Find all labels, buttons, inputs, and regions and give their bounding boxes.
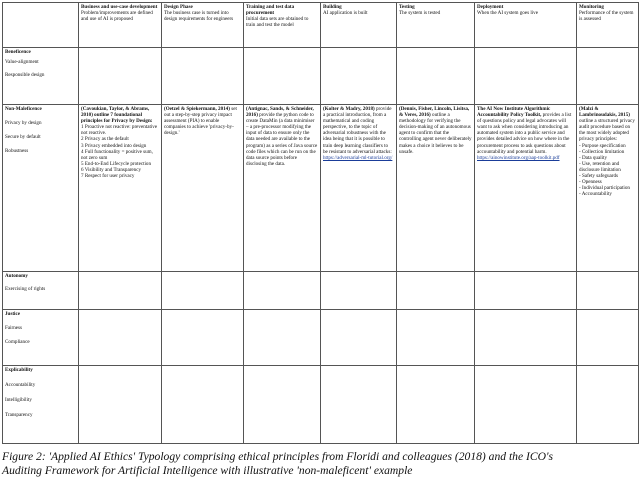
example-privacy-by-design: (Cavoukian, Taylor, & Abrams, 2010) outline 7 foundational principles for Privacy by Design: 1 Proactive not reactive: preventative not reactive. 2 Privacy as the default 3 Privacy embedded into design 4 Full functionality = positive sum, not zero sum 5 End-to-End Lifecycle protection 6 Visibility and Transparency 7 Respect for user privacy	[79, 105, 162, 272]
cell	[321, 366, 397, 444]
cell	[577, 272, 639, 310]
cell	[577, 310, 639, 366]
cell	[162, 366, 244, 444]
header-training: Training and test data procurement Initial data sets are obtained to train and test the model	[244, 3, 321, 48]
cell	[79, 310, 162, 366]
cell	[162, 272, 244, 310]
figure-caption: Figure 2: 'Applied AI Ethics' Typology comprising ethical principles from Floridi and colleagues (2018) and the ICO's Auditing Framework for Artificial Intelligence with illustrative 'non-maleficent' example	[2, 450, 553, 477]
cell	[577, 366, 639, 444]
header-monitoring: Monitoring Performance of the system is assessed	[577, 3, 639, 48]
cell	[397, 48, 475, 105]
category-explicability: Explicability Accountability Intelligibility Transparency	[3, 366, 79, 444]
row-beneficence	[3, 48, 639, 105]
cell	[475, 366, 577, 444]
row-explicability	[3, 366, 639, 444]
cell	[475, 310, 577, 366]
corner-cell	[3, 3, 79, 48]
example-adversarial: (Kolter & Madry, 2018) provide a practical introduction, from a mathematical and coding perspective, to the topic of adversarial robustness with the idea being that it is possible to train deep learning classifiers to be resistant to adversarial attacks: https://adversarial-ml-tutorial.org/	[321, 105, 397, 272]
category-justice: Justice Fairness Compliance	[3, 310, 79, 366]
example-ainow: The AI Now Institute Algorithmic Accountability Policy Toolkit, provides a list of questions policy and legal advocates will want to ask when considering introducing an automated system into a public service and provides detailed advice on how where in the procurement process to ask questions about accountability and potential harm. https://ainowinstitute.org/aap-toolkit.pdf	[475, 105, 577, 272]
cell	[577, 48, 639, 105]
header-deployment: Deployment When the AI system goes live	[475, 3, 577, 48]
cell	[321, 272, 397, 310]
category-beneficence: Beneficence Value-alignment Responsible design	[3, 48, 79, 105]
example-verification: (Dennis, Fisher, Lincoln, Lisitsa, & Veres, 2016) outline a methodology for verifying the decision-making of an autonomous agent to confirm that the controlling agent never deliberately makes a choice it believes to be unsafe.	[397, 105, 475, 272]
typology-table	[2, 2, 639, 444]
header-testing: Testing The system is tested	[397, 3, 475, 48]
cell	[321, 310, 397, 366]
category-nonmaleficence: Non-Maleficence Privacy by design Secure by default Robustness	[3, 105, 79, 272]
cell	[397, 310, 475, 366]
category-autonomy: Autonomy Exercising of rights	[3, 272, 79, 310]
row-autonomy	[3, 272, 639, 310]
header-building: Building AI application is built	[321, 3, 397, 48]
cell	[397, 366, 475, 444]
cell	[79, 272, 162, 310]
example-privacy-audit: (Malzi & Lambrinoudakis, 2015) outline a structured privacy audit procedure based on the most widely adopted privacy principles: - Purpose specification - Collection limitation - Data quality - Use, retention and disclosure limitation - Safety safeguards - Openness - Individual participation - Accountability	[577, 105, 639, 272]
cell	[475, 48, 577, 105]
example-pia: (Oetzel & Spiekermann, 2014) set out a step-by-step privacy impact assessment (PIA) to enable companies to achieve 'privacy-by-design.'	[162, 105, 244, 272]
cell	[162, 48, 244, 105]
cell	[79, 366, 162, 444]
ainow-link[interactable]: https://ainowinstitute.org/aap-toolkit.pdf	[477, 154, 560, 161]
example-datamin: (Antignac, Sands, & Schneider, 2016) provide the python code to create DataMin (a data minimiser – a pre-processor modifying the input of data to ensure only the data needed are available to the program) as a series of Java source code files which can be run on the data source points before disclosing the data.	[244, 105, 321, 272]
cell	[321, 48, 397, 105]
cell	[244, 366, 321, 444]
cell	[244, 272, 321, 310]
cell	[475, 272, 577, 310]
header-design: Design Phase The business case is turned into design requirements for engineers	[162, 3, 244, 48]
cell	[162, 310, 244, 366]
header-row	[3, 3, 639, 48]
cell	[244, 310, 321, 366]
cell	[244, 48, 321, 105]
cell	[79, 48, 162, 105]
row-nonmaleficence	[3, 105, 639, 272]
row-justice	[3, 310, 639, 366]
adversarial-link[interactable]: https://adversarial-ml-tutorial.org/	[323, 154, 393, 161]
header-business: Business and use-case development Problem/improvements are defined and use of AI is proposed	[79, 3, 162, 48]
cell	[397, 272, 475, 310]
